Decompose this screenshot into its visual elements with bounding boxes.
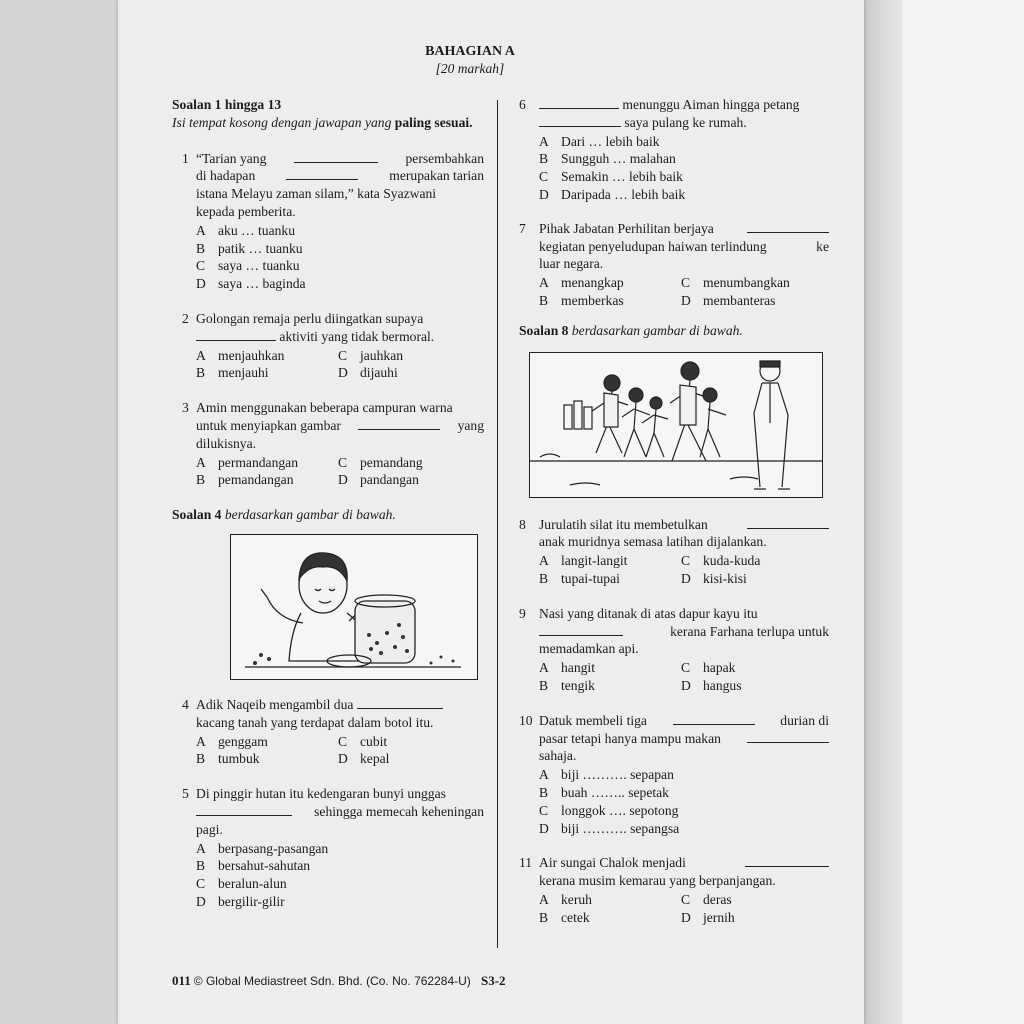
boy-jar-drawing (231, 535, 477, 679)
option-a[interactable]: A menangkap (539, 275, 624, 291)
option-b[interactable]: B pemandangan (196, 472, 294, 488)
instructions-heading: Soalan 1 hingga 13 (172, 97, 282, 112)
option-a[interactable]: A genggam (196, 733, 268, 749)
silat-drawing (530, 353, 822, 497)
question-number: 6 (519, 97, 526, 112)
footer-page-label: S3-2 (481, 973, 506, 988)
option-b[interactable]: B bersahut-sahutan (196, 858, 311, 874)
answer-blank[interactable] (357, 696, 443, 709)
option-d[interactable]: D jernih (681, 909, 735, 925)
answer-blank[interactable] (673, 712, 755, 725)
question-number: 7 (519, 220, 526, 236)
option-b[interactable]: B buah …….. sepetak (539, 784, 669, 800)
answer-blank[interactable] (196, 328, 276, 341)
option-a[interactable]: A biji ………. sepapan (539, 767, 674, 783)
options (539, 659, 829, 695)
options (196, 347, 484, 383)
options (539, 552, 829, 588)
question-number: 3 (182, 400, 189, 416)
question-4-intro: Soalan 4 berdasarkan gambar di bawah. (172, 507, 396, 523)
option-d[interactable]: D pandangan (338, 472, 419, 488)
option-b[interactable]: B cetek (539, 909, 590, 925)
options (539, 133, 829, 204)
question-5: 5 Di pinggir hutan itu kedengaran bunyi unggas sehingga memecah keheningan pagi. A berpasang-pasangan B bersahut-sahutan C beralun-alun D bergilir-gilir (182, 786, 484, 909)
option-b[interactable]: B Sungguh … malahan (539, 151, 676, 167)
page-edge-shadow (862, 0, 902, 1024)
option-d[interactable]: D kisi-kisi (681, 570, 747, 586)
question-number: 2 (182, 310, 189, 326)
options (196, 840, 484, 911)
option-a[interactable]: A aku … tuanku (196, 222, 296, 238)
question-8: 8 Jurulatih silat itu membetulkan anak muridnya semasa latihan dijalankan. A langit-langit C kuda-kuda B tupai-tupai D kisi-kisi (519, 516, 829, 588)
section-marks: [20 markah] (435, 61, 505, 76)
question-number: 4 (182, 696, 189, 712)
answer-blank[interactable] (294, 150, 378, 163)
option-c[interactable]: C Semakin … lebih baik (539, 169, 683, 185)
options (539, 274, 829, 310)
option-a[interactable]: A permandangan (196, 454, 299, 470)
option-d[interactable]: D kepal (338, 751, 390, 767)
answer-blank[interactable] (747, 516, 829, 529)
option-c[interactable]: C beralun-alun (196, 876, 287, 892)
option-a[interactable]: A keruh (539, 891, 592, 907)
option-c[interactable]: C kuda-kuda (681, 553, 761, 569)
option-a[interactable]: A menjauhkan (196, 347, 285, 363)
instructions-text: Isi tempat kosong dengan jawapan yang paling sesuai. (172, 114, 473, 130)
boy-peanut-jar-illustration (230, 534, 478, 680)
footer-page-code: 011 (172, 973, 191, 988)
options (196, 733, 484, 769)
option-d[interactable]: D biji ………. sepangsa (539, 820, 680, 836)
option-d[interactable]: D dijauhi (338, 365, 398, 381)
options (539, 766, 829, 837)
answer-blank[interactable] (747, 220, 829, 233)
question-6: 6 menunggu Aiman hingga petang saya pulang ke rumah. A Dari … lebih baik B Sungguh … malahan C Semakin … lebih baik D Daripada … lebih baik (519, 96, 829, 204)
option-c[interactable]: C deras (681, 891, 732, 907)
option-c[interactable]: C jauhkan (338, 347, 404, 363)
option-c[interactable]: C saya … tuanku (196, 258, 300, 274)
question-number: 8 (519, 516, 526, 532)
option-b[interactable]: B tupai-tupai (539, 570, 620, 586)
question-number: 1 (182, 150, 189, 166)
option-c[interactable]: C menumbangkan (681, 275, 790, 291)
left-column (172, 96, 484, 911)
question-number: 9 (519, 605, 526, 621)
question-2: 2 Golongan remaja perlu diingatkan supaya aktiviti yang tidak bermoral. A menjauhkan C jauhkan B menjauhi D dijauhi (172, 310, 484, 382)
option-b[interactable]: B tumbuk (196, 751, 260, 767)
option-c[interactable]: C cubit (338, 733, 388, 749)
option-d[interactable]: D membanteras (681, 292, 776, 308)
option-d[interactable]: D hangus (681, 677, 742, 693)
answer-blank[interactable] (196, 803, 292, 816)
answer-blank[interactable] (747, 730, 829, 743)
answer-blank[interactable] (539, 114, 621, 127)
option-d[interactable]: D Daripada … lebih baik (539, 186, 686, 202)
adjacent-page (902, 0, 1024, 1024)
question-3: 3 Amin menggunakan beberapa campuran warna untuk menyiapkan gambar yang dilukisnya. A permandangan C pemandang B pemandangan D pandangan (182, 400, 484, 488)
question-number: 5 (182, 786, 189, 802)
option-a[interactable]: A Dari … lebih baik (539, 133, 660, 149)
right-column (519, 96, 829, 927)
footer-publisher (172, 973, 471, 989)
option-a[interactable]: A langit-langit (539, 553, 628, 569)
question-number: 11 (519, 855, 533, 871)
question-10: 10 Datuk membeli tiga durian di pasar tetapi hanya mampu makan sahaja. A biji ………. sepapan B buah …….. sepetak C longgok …. sepotong D biji ………. sepangsa (519, 712, 829, 836)
question-9: 9 Nasi yang ditanak di atas dapur kayu itu kerana Farhana terlupa untuk memadamkan api. A hangit C hapak B tengik D hangus (519, 605, 829, 693)
options (196, 222, 484, 293)
silat-training-illustration (529, 352, 823, 498)
option-c[interactable]: C hapak (681, 660, 736, 676)
option-b[interactable]: B tengik (539, 677, 595, 693)
section-header (300, 44, 640, 77)
option-a[interactable]: A berpasang-pasangan (196, 840, 329, 856)
column-divider (497, 100, 498, 948)
question-number: 10 (519, 712, 533, 728)
option-d[interactable]: D saya … baginda (196, 276, 306, 292)
answer-blank[interactable] (745, 854, 829, 867)
option-c[interactable]: C longgok …. sepotong (539, 802, 679, 818)
section-title: BAHAGIAN A (425, 44, 515, 59)
option-b[interactable]: B menjauhi (196, 365, 269, 381)
option-b[interactable]: B patik … tuanku (196, 240, 303, 256)
question-8-intro: Soalan 8 berdasarkan gambar di bawah. (519, 322, 743, 338)
options (539, 891, 829, 927)
answer-blank[interactable] (539, 623, 623, 636)
options (196, 454, 484, 490)
option-d[interactable]: D bergilir-gilir (196, 893, 285, 909)
question-4: 4 Adik Naqeib mengambil dua kacang tanah yang terdapat dalam botol itu. A genggam C cubit B tumbuk D kepal (172, 696, 484, 768)
answer-blank[interactable] (286, 167, 358, 180)
option-c[interactable]: C pemandang (338, 454, 423, 470)
footer-copyright: © Global Mediastreet Sdn. Bhd. (Co. No. 762284-U) (193, 974, 471, 988)
option-b[interactable]: B memberkas (539, 292, 624, 308)
answer-blank[interactable] (539, 96, 619, 109)
answer-blank[interactable] (358, 417, 440, 430)
question-7: 7 Pihak Jabatan Perhilitan berjaya kegiatan penyeludupan haiwan terlindung ke luar negara. A menangkap C menumbangkan B memberkas D membanteras (519, 220, 829, 308)
question-11: 11 Air sungai Chalok menjadi kerana musim kemarau yang berpanjangan. A keruh C deras B cetek D jernih (519, 854, 829, 926)
question-1: 1 “Tarian yang persembahkan di hadapan merupakan tarian istana Melayu zaman silam,” kata Syazwani kepada pemberita. A aku … tuanku B patik … tuanku C saya … tuanku D saya … baginda (182, 150, 484, 292)
option-a[interactable]: A hangit (539, 660, 595, 676)
